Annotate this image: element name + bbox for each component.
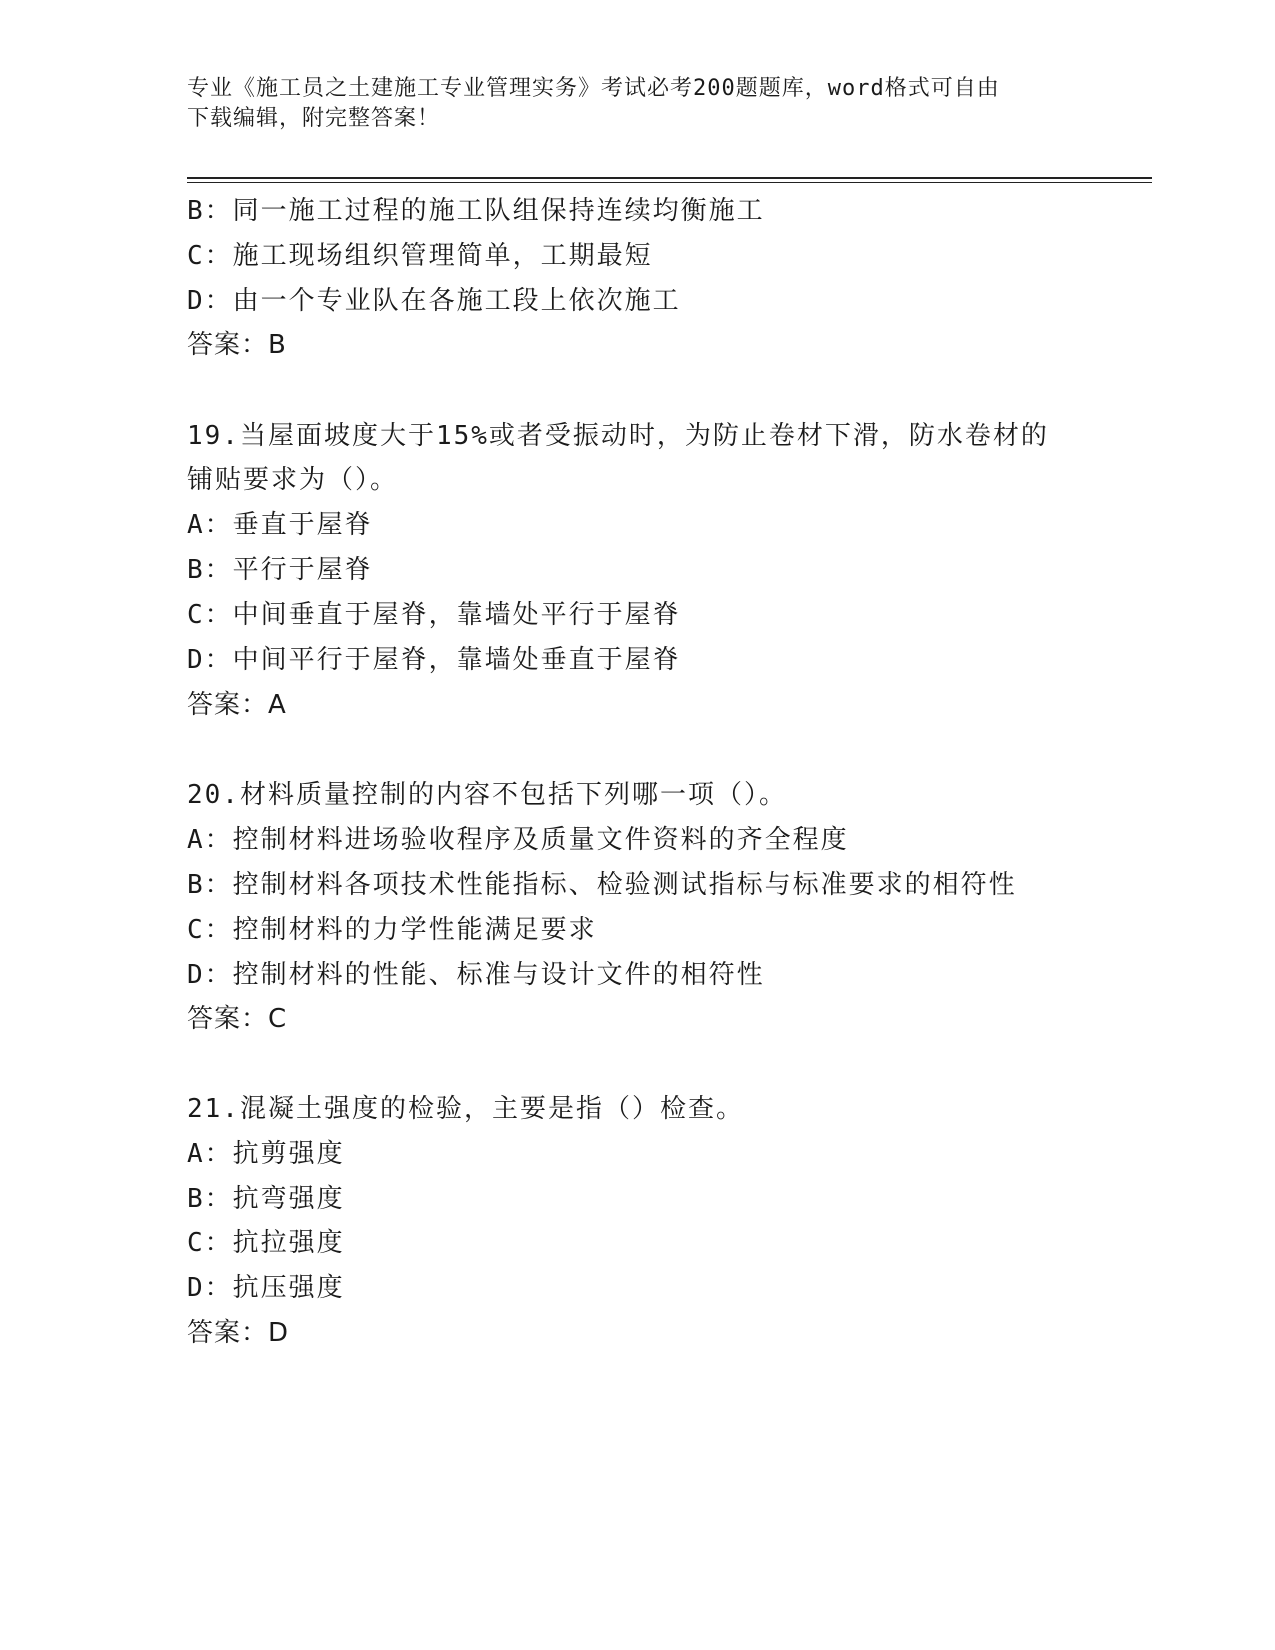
q19-option-c: C：中间垂直于屋脊，靠墙处平行于屋脊 [187, 600, 681, 630]
q20-answer: 答案：C [187, 1004, 288, 1034]
q20-option-d: D：控制材料的性能、标准与设计文件的相符性 [187, 960, 765, 990]
q19-option-d: D：中间平行于屋脊，靠墙处垂直于屋脊 [187, 645, 681, 675]
q19-option-a: A：垂直于屋脊 [187, 510, 373, 540]
q19-answer: 答案：A [187, 690, 287, 720]
q21-answer: 答案：D [187, 1318, 290, 1348]
prev-option-b: B：同一施工过程的施工队组保持连续均衡施工 [187, 196, 765, 226]
header-rule-thin [187, 182, 1152, 183]
header-rule-thick [187, 177, 1152, 179]
document-header [187, 74, 1087, 134]
q21-option-d: D：抗压强度 [187, 1273, 345, 1303]
q19-option-b: B：平行于屋脊 [187, 555, 373, 585]
q21-option-a: A：抗剪强度 [187, 1139, 345, 1169]
q21-stem: 21.混凝土强度的检验，主要是指（）检查。 [187, 1094, 744, 1124]
q19-stem-line-2: 铺贴要求为（）。 [187, 465, 399, 495]
prev-option-d: D：由一个专业队在各施工段上依次施工 [187, 286, 681, 316]
q20-option-a: A：控制材料进场验收程序及质量文件资料的齐全程度 [187, 825, 849, 855]
header-line-2: 下载编辑，附完整答案！ [187, 106, 441, 131]
q20-option-c: C：控制材料的力学性能满足要求 [187, 915, 597, 945]
q20-stem: 20.材料质量控制的内容不包括下列哪一项（）。 [187, 780, 787, 810]
prev-option-c: C：施工现场组织管理简单，工期最短 [187, 241, 653, 271]
q19-stem-line-1: 19.当屋面坡度大于15%或者受振动时，为防止卷材下滑，防水卷材的 [187, 421, 1049, 451]
q20-option-b: B：控制材料各项技术性能指标、检验测试指标与标准要求的相符性 [187, 870, 1017, 900]
prev-answer: 答案：B [187, 330, 287, 360]
q21-option-c: C：抗拉强度 [187, 1228, 345, 1258]
q21-option-b: B：抗弯强度 [187, 1184, 345, 1214]
header-line-1: 专业《施工员之土建施工专业管理实务》考试必考200题题库，word格式可自由 [187, 76, 1000, 101]
